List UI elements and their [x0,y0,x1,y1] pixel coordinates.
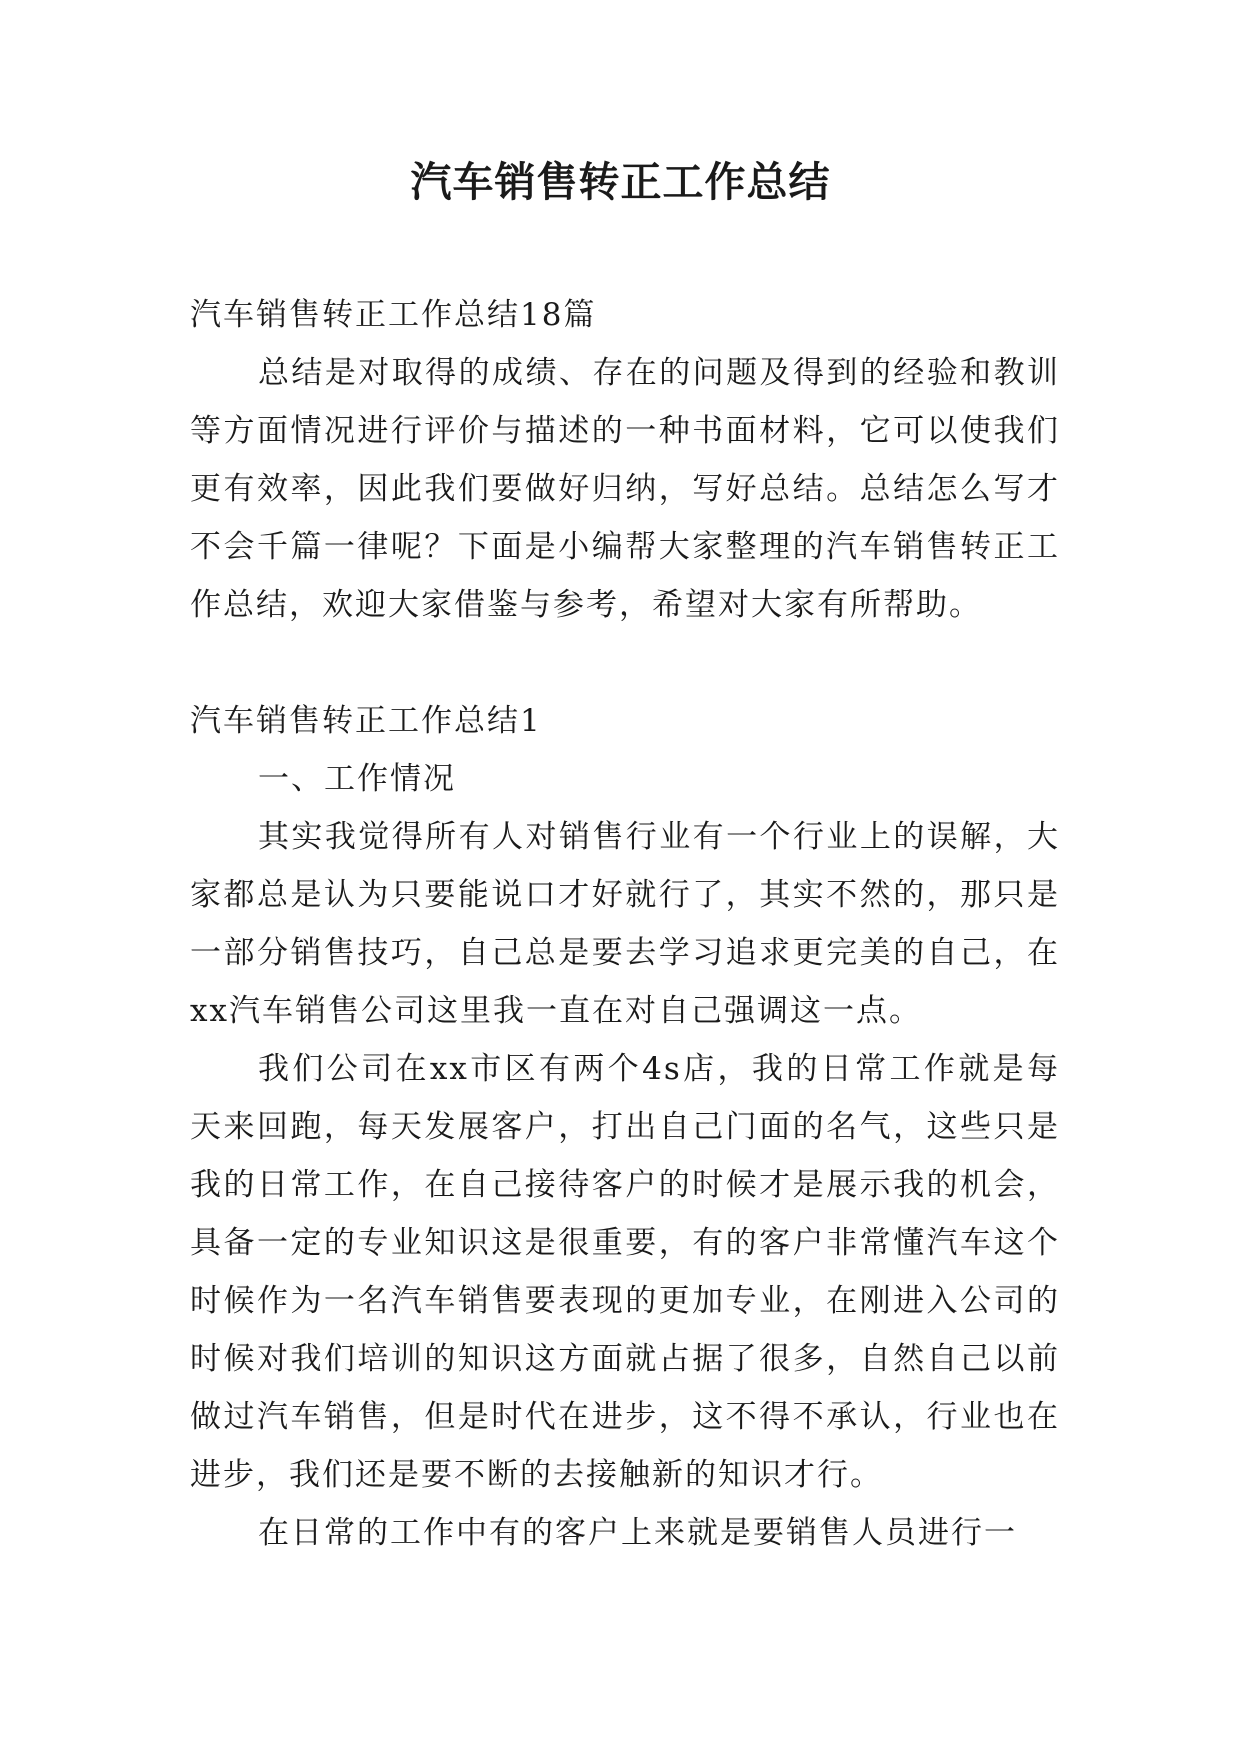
section-subheading: 一、工作情况 [258,761,456,797]
intro-heading: 汽车销售转正工作总结18篇 [190,297,597,333]
body-paragraph: 我们公司在xx市区有两个4s店，我的日常工作就是每天来回跑，每天发展客户，打出自己门面的名气，这些只是我的日常工作，在自己接待客户的时候才是展示我的机会，具备一定的专业知识这是很重要，有的客户非常懂汽车这个时候作为一名汽车销售要表现的更加专业，在刚进入公司的时候对我们培训的知识这方面就占据了很多，自然自己以前做过汽车销售，但是时代在进步，这不得不承认，行业也在进步，我们还是要不断的去接触新的知识才行。 [190,1051,1060,1493]
document-body [190,286,1060,1562]
intro-paragraph: 总结是对取得的成绩、存在的问题及得到的经验和教训等方面情况进行评价与描述的一种书面材料，它可以使我们更有效率，因此我们要做好归纳，写好总结。总结怎么写才不会千篇一律呢？下面是小编帮大家整理的汽车销售转正工作总结，欢迎大家借鉴与参考，希望对大家有所帮助。 [190,355,1060,623]
section-heading: 汽车销售转正工作总结1 [190,703,542,739]
section-spacer [190,634,1060,692]
body-paragraph: 其实我觉得所有人对销售行业有一个行业上的误解，大家都总是认为只要能说口才好就行了，其实不然的，那只是一部分销售技巧，自己总是要去学习追求更完美的自己，在xx汽车销售公司这里我一直在对自己强调这一点。 [190,819,1060,1029]
body-paragraph: 在日常的工作中有的客户上来就是要销售人员进行一 [258,1515,1017,1551]
document-title: 汽车销售转正工作总结 [410,158,831,206]
